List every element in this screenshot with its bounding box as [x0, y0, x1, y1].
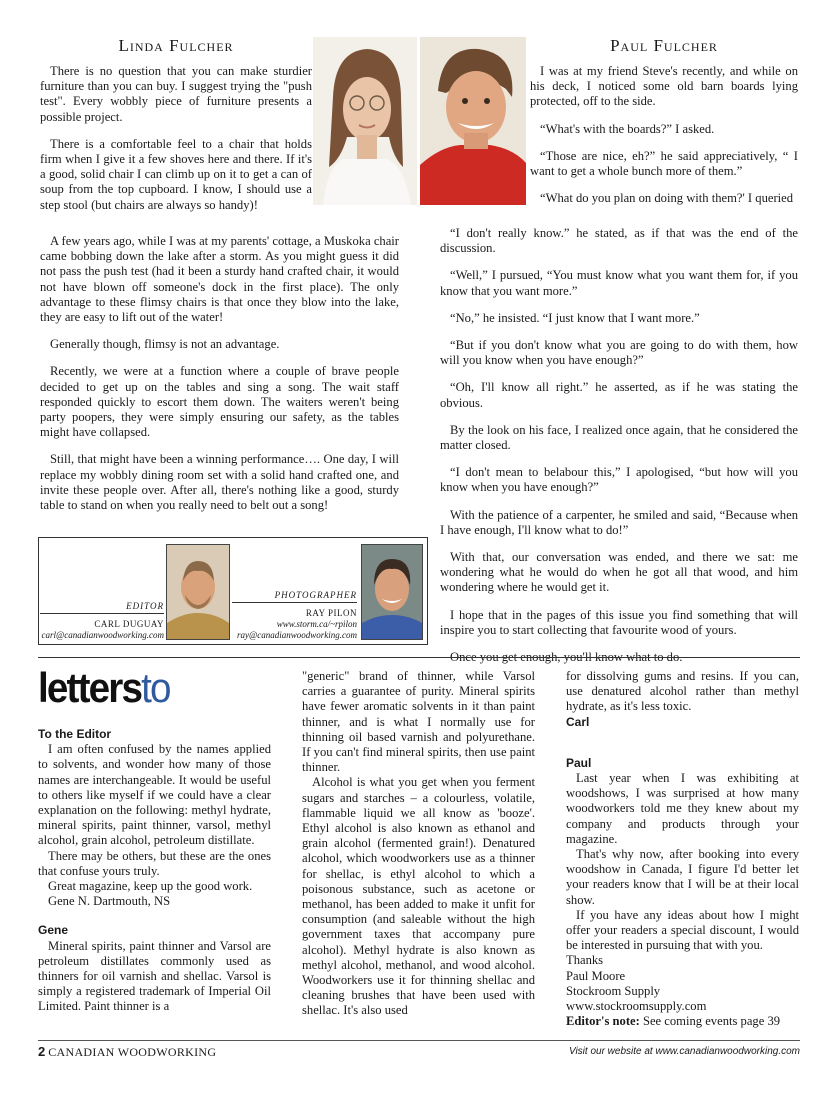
- linda-para-1: There is no question that you can make sturdier furniture than you can buy. I suggest trying the "push test". Every wobbly piece of furniture presents a possible project.: [40, 64, 312, 124]
- paul-wide-para-9: With that, our conversation was ended, and there we sat: me wondering what he would do when he got all that wood, and him wondering where he would get it.: [440, 550, 798, 595]
- letter-2-para-2: That's why now, after booking into every woodshow in Canada, I figure I'd better let your readers know that I will be at their local show.: [566, 847, 799, 907]
- paul-wide-para-2: “Well,” I pursued, “You must know what you want them for, if you know that you want more.”: [440, 268, 798, 298]
- paul-column-wide: [440, 226, 798, 677]
- photographer-role: PHOTOGRAPHER: [232, 590, 357, 603]
- letters-to-logo: [38, 666, 185, 710]
- letter-1-para-3: Great magazine, keep up the good work.: [48, 879, 253, 894]
- editors-note-text: See coming events page 39: [639, 1014, 781, 1029]
- linda-para-5: Recently, we were at a function where a couple of brave people decided to get up on the tables and sing a song. The wait staff responded quickly to escort them down. The waiters weren't being party poopers, they were simply ensuring our safety, as the tables might have collapsed.: [40, 364, 399, 440]
- letter-1-para-2: There may be others, but these are the ones that confuse yours truly.: [38, 848, 271, 878]
- letter-2-thanks: Thanks: [566, 953, 604, 968]
- paul-wide-para-4: “But if you don't know what you are going to do with them, how will you know when you have enough?”: [440, 338, 798, 368]
- footer-left: [38, 1044, 216, 1060]
- paul-column-narrow: [530, 64, 798, 218]
- magazine-name: CANADIAN WOODWORKING: [48, 1045, 217, 1059]
- linda-para-2: There is a comfortable feel to a chair that holds firm when I give it a few shoves here and there. If it's a good, solid chair I can climb up on it to get a can of soup from the top cupboard. I know, I should use a step stool (but chairs are always so handy)!: [40, 136, 312, 212]
- paul-wide-para-5: “Oh, I'll know all right.” he asserted, as if he was stating the obvious.: [440, 380, 798, 410]
- reply-1-para-1: Mineral spirits, paint thinner and Varsol are petroleum distillates commonly used as thinners for oil varnish and shellac. Varsol is simply a registered trademark of Imperial Oil Limited. Paint thinner is a: [38, 938, 271, 1014]
- editors-note: [566, 1014, 799, 1029]
- letter-1-signature: Gene N. Dartmouth, NS: [48, 894, 171, 909]
- linda-column: [40, 64, 312, 225]
- footer-website[interactable]: Visit our website at www.canadianwoodworking.com: [568, 1046, 800, 1057]
- photographer-website[interactable]: www.storm.ca/~rpilon: [276, 619, 357, 629]
- paul-wide-para-11: Once you get enough, you'll know what to do.: [450, 650, 683, 665]
- paul-wide-para-8: With the patience of a carpenter, he smiled and said, “Because when I have enough, I'll know what to do!”: [440, 507, 798, 537]
- photographer-photo: [361, 544, 423, 640]
- editor-photo: [166, 544, 230, 640]
- reply-1-para-3: Alcohol is what you get when you ferment sugars and starches – a colourless, volatile, flammable liquid we all know as 'booze'. Ethyl alcohol is also known as ethanol and grain alcohol (fermented grain!). Denatured alcohol, which woodworkers use as a thinner for shellac, is ethyl alcohol to which a poisonous substance, such as acetone or methanol, has been added to make it unfit for consumption (and saleable without the high government taxes that accompany pure alcohol). Methyl hydrate is also known as methyl alcohol, methanol, and wood alcohol. Woodworkers use it for thinning shellac and cleaning brushes that have been used with shellac. It's also used: [302, 775, 535, 1018]
- letter-2-para-3: If you have any ideas about how I might offer your readers a special discount, I would be interested in pursuing that with you.: [566, 907, 799, 953]
- footer-rule: [38, 1040, 800, 1041]
- page-number: 2: [38, 1044, 46, 1059]
- editor-name: CARL DUGUAY: [94, 619, 164, 629]
- letter-2-company: Stockroom Supply: [566, 983, 661, 998]
- photographer-email[interactable]: ray@canadianwoodworking.com: [236, 630, 357, 640]
- carl-signature: Carl: [566, 714, 590, 729]
- paul-heading: Paul Fulcher: [610, 36, 718, 55]
- editor-credit: [40, 601, 164, 641]
- letter-2-website[interactable]: www.stockroomsupply.com: [566, 999, 707, 1014]
- paul-wide-para-10: I hope that in the pages of this issue you find something that will inspire you to start collecting that favourite wood of yours.: [440, 607, 798, 637]
- editor-email[interactable]: carl@canadianwoodworking.com: [41, 630, 164, 640]
- to-editor-label: To the Editor: [38, 727, 112, 741]
- paul-narrow-para-3: “Those are nice, eh?” he said appreciatively, “ I want to get a whole bunch more of them.”: [530, 148, 798, 179]
- paul-narrow-para-1: I was at my friend Steve's recently, and while on his deck, I noticed some old barn boards lying protected, off to the side.: [530, 64, 798, 109]
- section-divider: [38, 657, 800, 658]
- paul-narrow-para-2: “What's with the boards?” I asked.: [540, 121, 715, 136]
- logo-letters: letters: [38, 664, 142, 711]
- linda-photo: [313, 37, 417, 205]
- reply-1-para-2: "generic" brand of thinner, while Varsol carries a guarantee of purity. Mineral spirits have fewer aromatic solvents in it than paint thinner, and is what I normally use for thinning oil based varnish and polyurethane. If you can't find mineral spirits, then use paint thinner.: [302, 669, 535, 775]
- photographer-credit: [232, 590, 357, 641]
- logo-to: to: [141, 664, 170, 711]
- editors-note-label: Editor's note:: [566, 1014, 640, 1029]
- paul-wide-para-1: “I don't really know.” he stated, as if that was the end of the discussion.: [440, 226, 798, 256]
- paul-photo: [420, 37, 526, 205]
- reply-1-para-4: for dissolving gums and resins. If you can, use denatured alcohol rather than methyl hydrate, as it's less toxic.: [566, 669, 799, 714]
- letters-col-2: [302, 669, 535, 1019]
- letters-col-1: [38, 727, 271, 1015]
- editor-role: EDITOR: [40, 601, 164, 614]
- letters-col-3: [566, 669, 799, 1029]
- gene-label: Gene: [38, 923, 69, 938]
- letter-2-para-1: Last year when I was exhibiting at woodshows, I was surprised at how many woodworkers told me they knew about my company and products through your magazine.: [566, 771, 799, 846]
- letter-2-name: Paul Moore: [566, 968, 626, 983]
- paul-wide-para-7: “I don't mean to belabour this,” I apologised, “but how will you know when you have enough?”: [440, 465, 798, 495]
- linda-para-4: Generally though, flimsy is not an advantage.: [50, 337, 280, 352]
- linda-column-wide: [40, 234, 399, 525]
- photographer-name: RAY PILON: [305, 608, 357, 618]
- paul-wide-para-6: By the look on his face, I realized once again, that he considered the matter closed.: [440, 422, 798, 453]
- letter-1-para-1: I am often confused by the names applied to solvents, and wonder how many of those names are interchangeable. It would be useful to others like myself if we could have a clear explanation on the following: methyl hydrate, mineral spirits, paint thinner, varsol, methyl alcohol, grain alcohol, petroleum distillate.: [38, 742, 271, 848]
- linda-para-3: A few years ago, while I was at my parents' cottage, a Muskoka chair came bobbing down the lake after a storm. As you might guess it did not pass the push test (had it been a sturdy hand crafted chair, it would not have blown off someone's dock in the first place). The only advantage to these flimsy chairs is that once they blow into the lake, they are easy to lift out of the water!: [40, 234, 399, 325]
- paul-label: Paul: [566, 755, 592, 770]
- paul-narrow-para-4: “What do you plan on doing with them?' I queried: [540, 191, 794, 206]
- linda-para-6: Still, that might have been a winning performance…. One day, I will replace my wobbly dining room set with a solid hand crafted one, and invite these people over. After all, there's nothing like a good, sturdy table to stand on when you really need to belt out a song!: [40, 452, 399, 513]
- paul-wide-para-3: “No,” he insisted. “I just know that I want more.”: [450, 310, 700, 325]
- linda-heading: Linda Fulcher: [118, 36, 234, 55]
